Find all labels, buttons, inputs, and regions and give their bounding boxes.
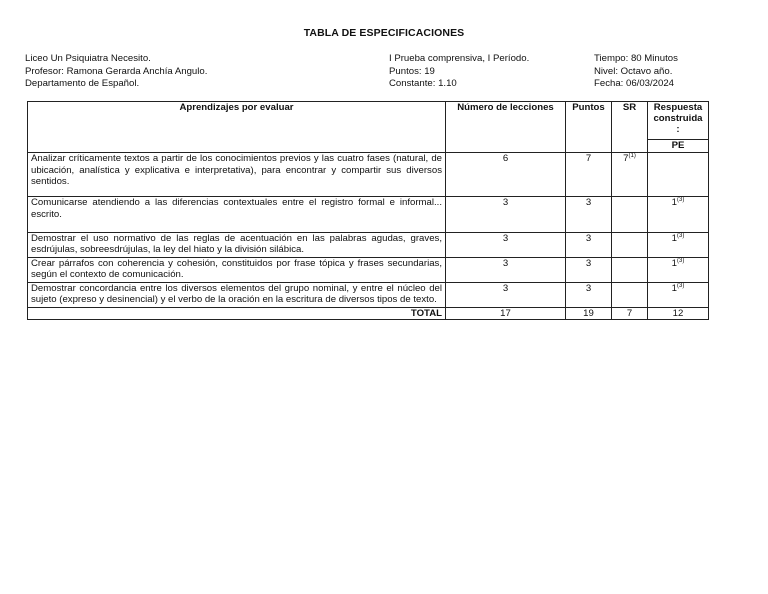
exam-time: Tiempo: 80 Minutos <box>594 53 678 64</box>
header-respuesta-label: Respuesta construida : <box>653 102 703 135</box>
document-title: TABLA DE ESPECIFICACIONES <box>303 27 465 39</box>
total-pe: 12 <box>648 308 709 320</box>
header-aprendizajes: Aprendizajes por evaluar <box>28 102 446 153</box>
row-pe <box>648 258 709 283</box>
header-sr: SR <box>612 102 648 153</box>
exam-points: Puntos: 19 <box>389 65 435 77</box>
row-puntos: 3 <box>566 197 612 233</box>
row-pe-note: (3) <box>677 233 685 239</box>
exam-constant: Constante: 1.10 <box>389 78 457 89</box>
row-pe-value: 1 <box>671 283 677 294</box>
row-pe-note: (3) <box>677 283 685 289</box>
row-pe-value: 1 <box>671 233 677 244</box>
row-aprendizaje: Comunicarse atendiendo a las diferencias contextuales entre el registro formal e informal... escrito. <box>28 197 446 233</box>
row-lecciones: 3 <box>446 283 566 308</box>
row-puntos: 7 <box>566 153 612 197</box>
row-pe <box>648 283 709 308</box>
table-total-row <box>28 308 709 320</box>
row-pe <box>648 197 709 233</box>
table-row <box>28 233 709 258</box>
header-puntos: Puntos <box>566 102 612 153</box>
row-lecciones: 6 <box>446 153 566 197</box>
row-pe <box>648 233 709 258</box>
row-aprendizaje: Demostrar concordancia entre los diversos elementos del grupo nominal, y entre el núcleo del sujeto (expreso y desinencial) y el verbo de la oración en la escritura de diversos tipos de texto. <box>28 283 446 308</box>
table-header-row <box>28 102 709 153</box>
total-label: TOTAL <box>28 308 446 320</box>
total-lecciones: 17 <box>446 308 566 320</box>
specifications-table <box>27 101 709 320</box>
table-row <box>28 258 709 283</box>
row-sr <box>612 258 648 283</box>
row-puntos: 3 <box>566 233 612 258</box>
row-lecciones: 3 <box>446 197 566 233</box>
total-puntos: 19 <box>566 308 612 320</box>
row-pe-value: 1 <box>671 197 677 208</box>
row-pe-value: 1 <box>671 258 677 269</box>
row-sr-value: 7 <box>623 153 629 164</box>
header-respuesta <box>648 102 709 153</box>
exam-level: Nivel: Octavo año. <box>594 65 673 77</box>
row-lecciones: 3 <box>446 233 566 258</box>
exam-date: Fecha: 06/03/2024 <box>594 78 675 89</box>
table-row <box>28 197 709 233</box>
exam-name: I Prueba comprensiva, I Período. <box>389 53 530 64</box>
row-sr <box>612 233 648 258</box>
header-exam-info <box>389 53 529 91</box>
total-sr: 7 <box>612 308 648 320</box>
row-puntos: 3 <box>566 258 612 283</box>
row-aprendizaje: Analizar críticamente textos a partir de los conocimientos previos y las cuatro fases (natural, de ubicación, analística y explicativa e interpretativa), para encontrar y compartir sus diversos sentidos. <box>28 153 446 197</box>
header-pe: PE <box>648 139 708 151</box>
row-sr <box>612 283 648 308</box>
row-sr <box>612 153 648 197</box>
row-lecciones: 3 <box>446 258 566 283</box>
header-time-info <box>594 53 678 91</box>
row-aprendizaje: Crear párrafos con coherencia y cohesión, constituidos por frase tópica y frases secundarias, según el contexto de comunicación. <box>28 258 446 283</box>
row-sr <box>612 197 648 233</box>
school-name: Liceo Un Psiquiatra Necesito. <box>25 53 151 64</box>
row-puntos: 3 <box>566 283 612 308</box>
row-sr-note: (1) <box>628 153 636 159</box>
row-pe-note: (3) <box>677 197 685 203</box>
row-aprendizaje: Demostrar el uso normativo de las reglas de acentuación en las palabras agudas, graves, esdrújulas, sobreesdrújulas, la ley del hiato y la división silábica. <box>28 233 446 258</box>
table-row <box>28 283 709 308</box>
table-row <box>28 153 709 197</box>
row-pe <box>648 153 709 197</box>
row-pe-note: (3) <box>677 258 685 264</box>
teacher-name: Profesor: Ramona Gerarda Anchía Angulo. <box>25 65 208 77</box>
department: Departamento de Español. <box>25 78 140 89</box>
header-lecciones: Número de lecciones <box>446 102 566 153</box>
header-school-info <box>25 53 207 91</box>
